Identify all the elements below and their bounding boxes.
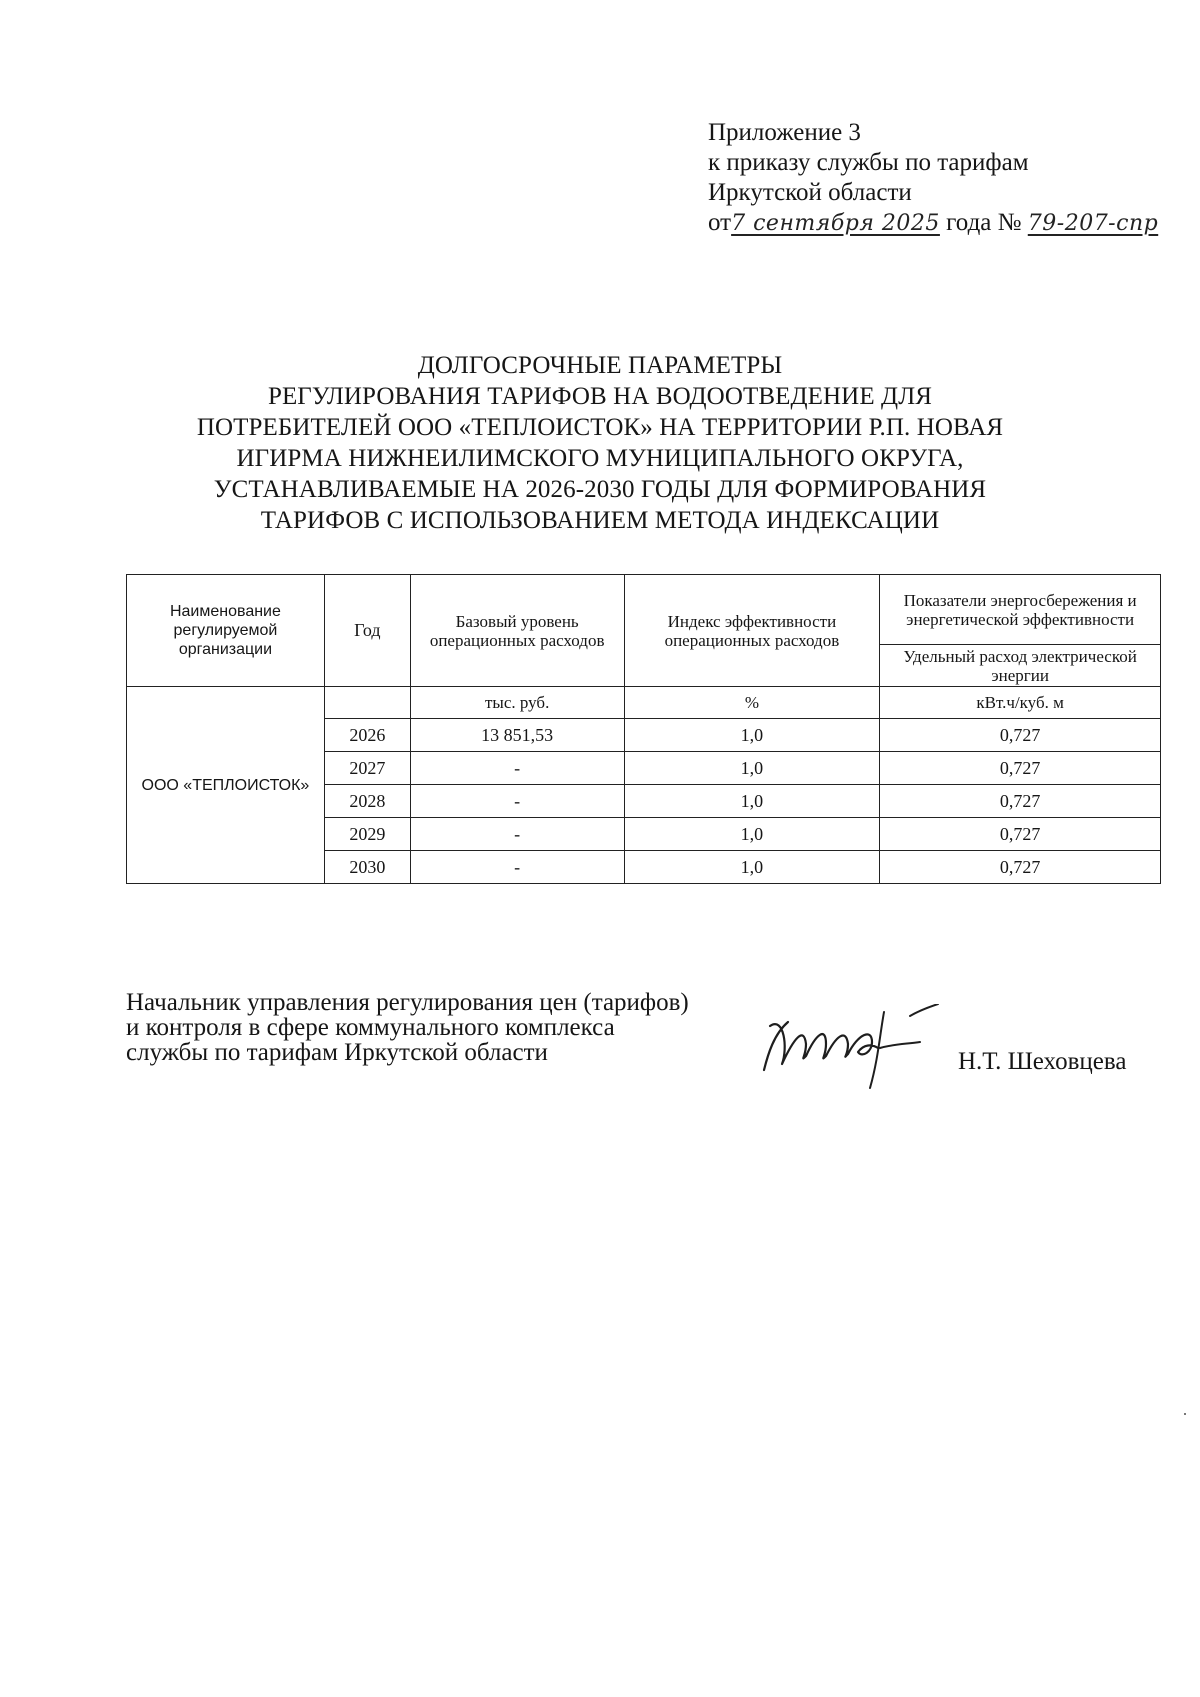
position-line: Начальник управления регулирования цен (тарифов): [126, 989, 689, 1016]
document-title: [180, 350, 1020, 536]
efficiency-cell: 1,0: [624, 818, 880, 851]
title-line: ИГИРМА НИЖНЕИЛИМСКОГО МУНИЦИПАЛЬНОГО ОКРУГА,: [236, 445, 964, 472]
year-cell: 2028: [324, 785, 410, 818]
attachment-header: [708, 118, 1158, 239]
header-efficiency: Индекс эффективности операционных расходов: [624, 575, 880, 687]
scan-speck: [1184, 1413, 1186, 1415]
position-line: службы по тарифам Иркутской области: [126, 1039, 548, 1066]
energy-cell: 0,727: [880, 719, 1161, 752]
organization-cell: ООО «ТЕПЛОИСТОК»: [127, 687, 325, 884]
date-prefix: от: [708, 209, 732, 236]
energy-cell: 0,727: [880, 752, 1161, 785]
title-line: ДОЛГОСРОЧНЫЕ ПАРАМЕТРЫ: [417, 352, 783, 379]
number-prefix: года №: [946, 209, 1022, 236]
header-org: Наименование регулируемой организации: [127, 575, 325, 687]
signer-name: Н.Т. Шеховцева: [958, 1048, 1127, 1075]
efficiency-cell: 1,0: [624, 851, 880, 884]
year-cell: 2027: [324, 752, 410, 785]
title-line: ТАРИФОВ С ИСПОЛЬЗОВАНИЕМ МЕТОДА ИНДЕКСАЦИИ: [260, 507, 940, 534]
year-cell: 2026: [324, 719, 410, 752]
units-base-cost: тыс. руб.: [410, 687, 624, 719]
base-cost-cell: -: [410, 785, 624, 818]
header-year: Год: [324, 575, 410, 687]
units-efficiency: %: [624, 687, 880, 719]
attachment-date-line: [708, 208, 1158, 239]
efficiency-cell: 1,0: [624, 752, 880, 785]
header-base-cost: Базовый уровень операционных расходов: [410, 575, 624, 687]
units-energy: кВт.ч/куб. м: [880, 687, 1161, 719]
title-line: ПОТРЕБИТЕЛЕЙ ООО «ТЕПЛОИСТОК» НА ТЕРРИТОРИИ Р.П. НОВАЯ: [196, 414, 1004, 441]
header-energy-sub: Удельный расход электрической энергии: [880, 645, 1161, 687]
header-energy-group: Показатели энергосбережения и энергетической эффективности: [880, 575, 1161, 645]
base-cost-cell: -: [410, 851, 624, 884]
efficiency-cell: 1,0: [624, 719, 880, 752]
energy-cell: 0,727: [880, 818, 1161, 851]
table-units-row: [127, 687, 1161, 719]
attachment-order-line: к приказу службы по тарифам: [708, 149, 1029, 176]
parameters-table: [126, 574, 1161, 884]
handwritten-number: 79-207-спр: [1027, 211, 1159, 236]
year-cell: 2029: [324, 818, 410, 851]
handwritten-date: 7 сентября 2025: [731, 211, 940, 236]
units-year-empty: [324, 687, 410, 719]
efficiency-cell: 1,0: [624, 785, 880, 818]
position-line: и контроля в сфере коммунального комплекса: [126, 1014, 615, 1041]
handwritten-signature: [760, 1004, 960, 1094]
attachment-region-line: Иркутской области: [708, 179, 912, 206]
base-cost-cell: -: [410, 818, 624, 851]
base-cost-cell: -: [410, 752, 624, 785]
table-header-row: [127, 575, 1161, 645]
title-line: РЕГУЛИРОВАНИЯ ТАРИФОВ НА ВОДООТВЕДЕНИЕ ДЛЯ: [267, 383, 933, 410]
title-line: УСТАНАВЛИВАЕМЫЕ НА 2026-2030 ГОДЫ ДЛЯ ФОРМИРОВАНИЯ: [213, 476, 987, 503]
base-cost-cell: 13 851,53: [410, 719, 624, 752]
energy-cell: 0,727: [880, 785, 1161, 818]
attachment-number: Приложение 3: [708, 119, 861, 146]
year-cell: 2030: [324, 851, 410, 884]
signatory-position: [126, 990, 689, 1065]
energy-cell: 0,727: [880, 851, 1161, 884]
